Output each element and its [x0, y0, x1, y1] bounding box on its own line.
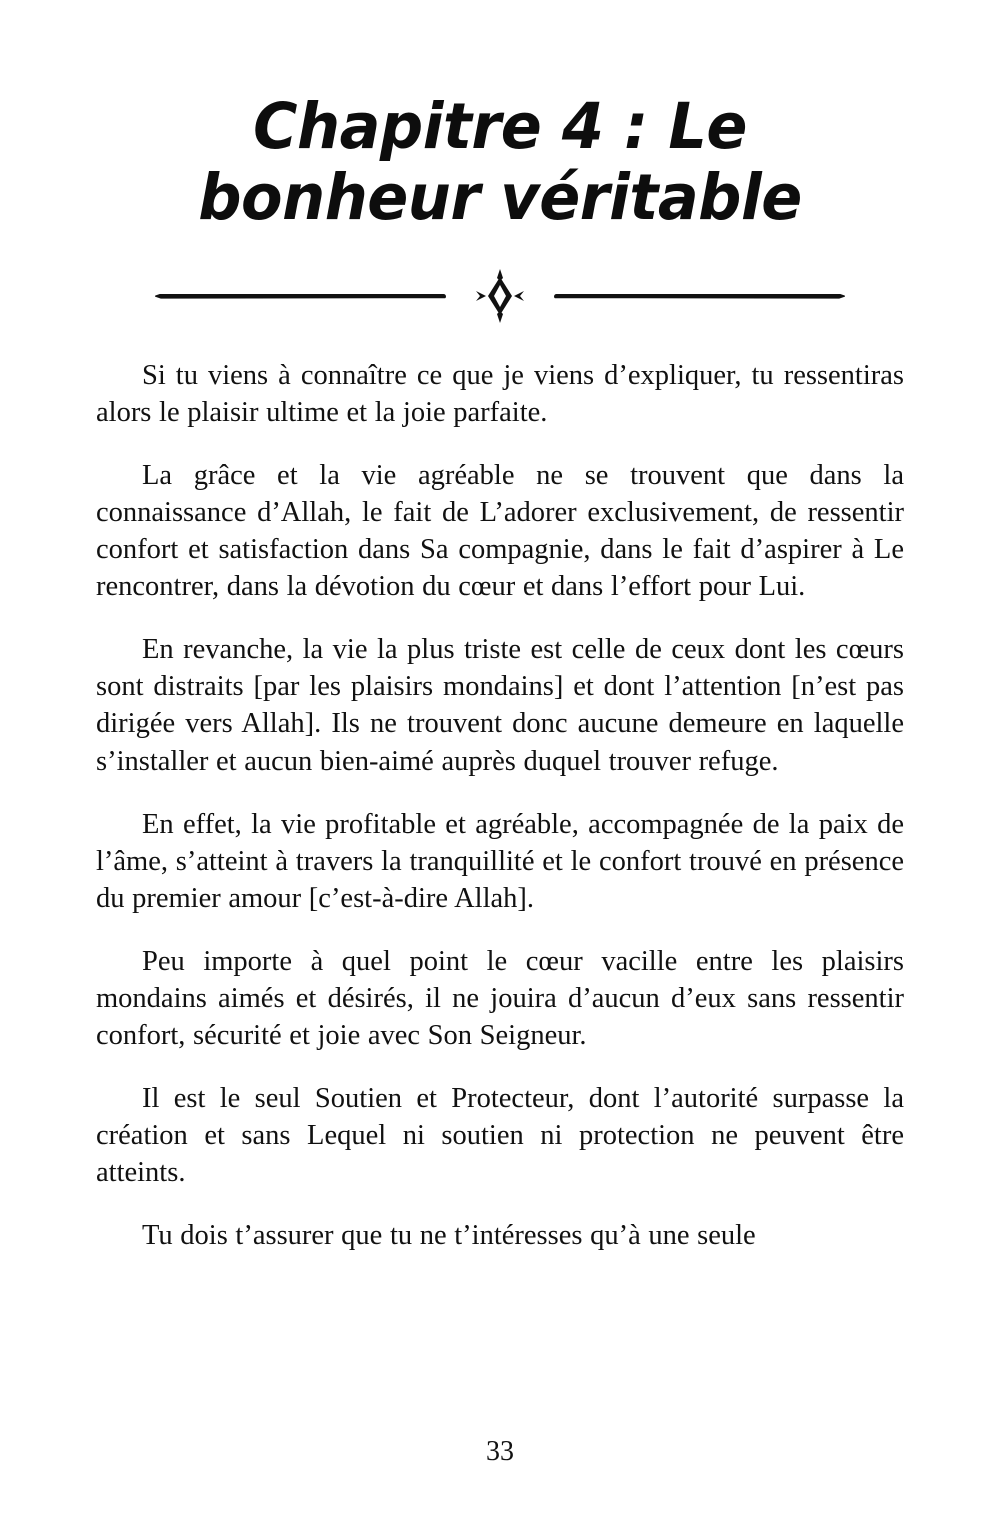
- paragraph: Il est le seul Soutien et Protecteur, dont l’autorité surpasse la création et sans Lequel ni soutien ni protection ne peuvent être atteints.: [96, 1082, 904, 1188]
- body-text: [96, 357, 904, 1254]
- diamond-ornament-icon: [462, 267, 538, 325]
- divider-rule-right: [554, 294, 845, 299]
- paragraph: La grâce et la vie agréable ne se trouvent que dans la connaissance d’Allah, le fait de L’adorer exclusivement, de ressentir confort et satisfaction dans Sa compagnie, dans le fait d’aspirer à Le rencontrer, dans la dévotion du cœur et dans l’effort pour Lui.: [96, 460, 904, 603]
- paragraph: Tu dois t’assurer que tu ne t’intéresses qu’à une seule: [142, 1219, 756, 1251]
- paragraph: En effet, la vie profitable et agréable, accompagnée de la paix de l’âme, s’atteint à travers la tranquillité et le confort trouvé en présence du premier amour [c’est-à-dire Allah].: [96, 808, 904, 914]
- paragraph: Si tu viens à connaître ce que je viens d’expliquer, tu ressentiras alors le plaisir ultime et la joie parfaite.: [96, 360, 904, 429]
- ornamental-divider: [155, 267, 845, 325]
- page-title: Chapitre 4 : Le bonheur véritable: [198, 90, 802, 234]
- paragraph: En revanche, la vie la plus triste est celle de ceux dont les cœurs sont distraits [par les plaisirs mondains] et dont l’attention [n’est pas dirigée vers Allah]. Ils ne trouvent donc aucune demeure en laquelle s’installer et aucun bien-aimé auprès duquel trouver refuge.: [96, 634, 904, 777]
- divider-rule-left: [155, 294, 446, 299]
- paragraph: Peu importe à quel point le cœur vacille entre les plaisirs mondains aimés et désirés, il ne jouira d’aucun d’eux sans ressentir confort, sécurité et joie avec Son Seigneur.: [96, 945, 904, 1051]
- page-number: 33: [486, 1436, 514, 1467]
